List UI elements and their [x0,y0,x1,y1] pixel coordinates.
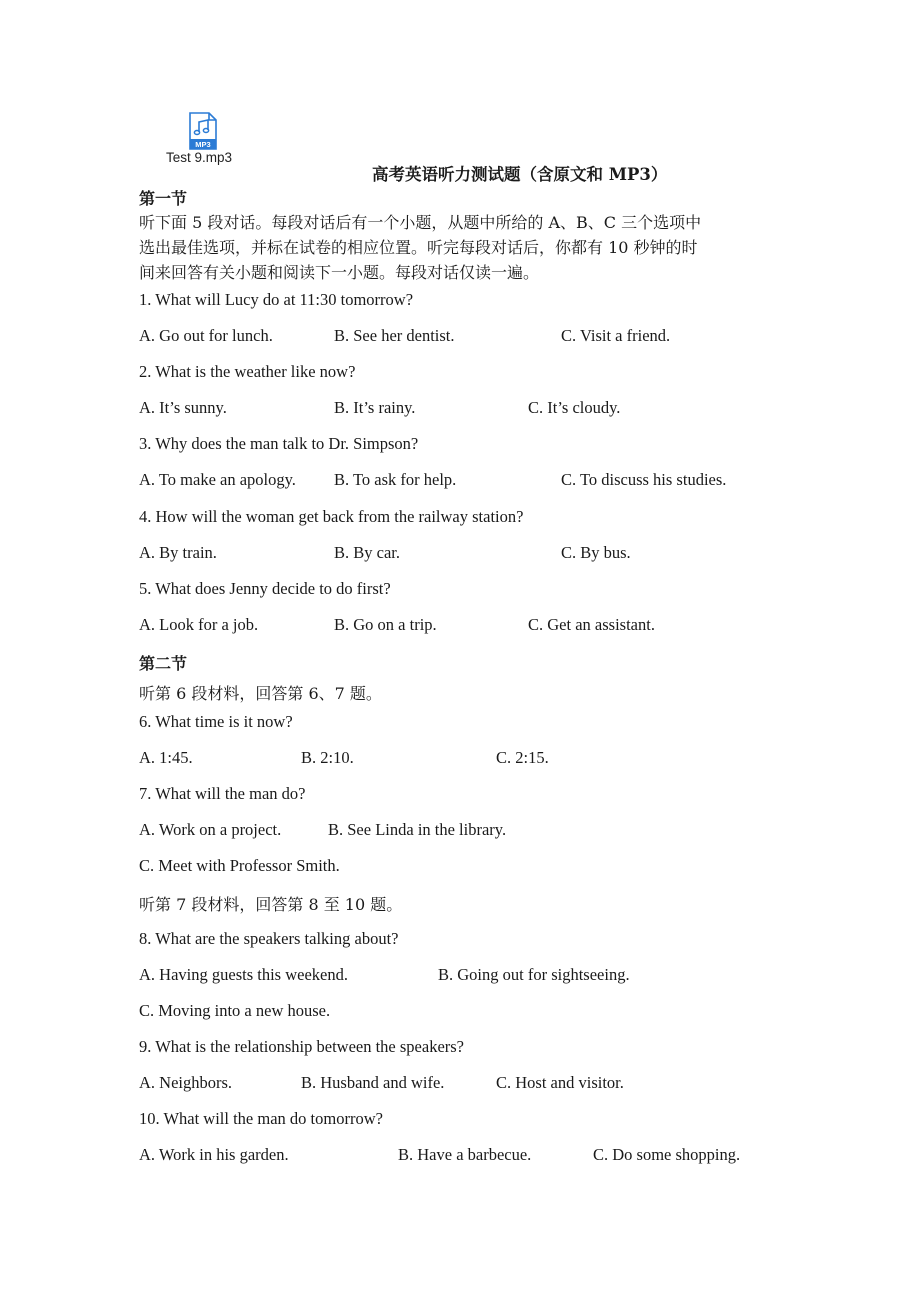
q4-option-b: B. By car. [334,543,400,562]
question-2: 2. What is the weather like now? [139,362,356,381]
q6-option-b: B. 2:10. [301,748,354,767]
mp3-icon-label: MP3 [195,140,211,149]
question-8: 8. What are the speakers talking about? [139,929,399,948]
q2-option-a: A. It’s sunny. [139,398,227,417]
q8-option-c: C. Moving into a new house. [139,1001,331,1020]
q6-option-c: C. 2:15. [496,748,549,767]
q4-option-c: C. By bus. [561,543,631,562]
q2-option-c: C. It’s cloudy. [528,398,621,417]
question-4: 4. How will the woman get back from the railway station? [139,507,524,526]
section1-heading: 第一节 [139,189,188,208]
q5-option-a: A. Look for a job. [139,615,259,634]
q7-option-b: B. See Linda in the library. [328,820,507,839]
question-1: 1. What will Lucy do at 11:30 tomorrow? [139,290,414,309]
attachment-filename[interactable]: Test 9.mp3 [166,150,233,165]
section2-heading: 第二节 [139,654,188,673]
question-10: 10. What will the man do tomorrow? [139,1109,383,1128]
q4-option-a: A. By train. [139,543,217,562]
question-7: 7. What will the man do? [139,784,306,803]
q5-option-c: C. Get an assistant. [528,615,655,634]
q3-option-b: B. To ask for help. [334,470,457,489]
mp3-file-icon[interactable] [188,112,218,150]
intro-line: 间来回答有关小题和阅读下一小题。每段对话仅读一遍。 [139,263,540,282]
section1-intro [139,210,789,285]
q10-option-c: C. Do some shopping. [593,1145,741,1164]
q9-option-a: A. Neighbors. [139,1073,233,1092]
question-6: 6. What time is it now? [139,712,293,731]
q2-option-b: B. It’s rainy. [334,398,416,417]
q8-option-b: B. Going out for sightseeing. [438,965,630,984]
q3-option-c: C. To discuss his studies. [561,470,727,489]
question-9: 9. What is the relationship between the speakers? [139,1037,465,1056]
question-3: 3. Why does the man talk to Dr. Simpson? [139,434,419,453]
q10-option-b: B. Have a barbecue. [398,1145,532,1164]
q9-option-c: C. Host and visitor. [496,1073,624,1092]
q3-option-a: A. To make an apology. [139,470,296,489]
q8-option-a: A. Having guests this weekend. [139,965,348,984]
q10-option-a: A. Work in his garden. [139,1145,289,1164]
page-title: 高考英语听力测试题（含原文和 MP3） [372,165,668,184]
question-5: 5. What does Jenny decide to do first? [139,579,391,598]
material-6-instruction: 听第 6 段材料，回答第 6、7 题。 [139,684,382,703]
q7-option-c: C. Meet with Professor Smith. [139,856,340,875]
q7-option-a: A. Work on a project. [139,820,282,839]
intro-line: 听下面 5 段对话。每段对话后有一个小题，从题中所给的 A、B、C 三个选项中 [139,213,702,232]
material-7-instruction: 听第 7 段材料，回答第 8 至 10 题。 [139,895,403,914]
q9-option-b: B. Husband and wife. [301,1073,445,1092]
q1-option-c: C. Visit a friend. [561,326,671,345]
intro-line: 选出最佳选项，并标在试卷的相应位置。听完每段对话后，你都有 10 秒钟的时 [139,238,698,257]
q1-option-a: A. Go out for lunch. [139,326,273,345]
q1-option-b: B. See her dentist. [334,326,455,345]
q5-option-b: B. Go on a trip. [334,615,437,634]
q6-option-a: A. 1:45. [139,748,193,767]
